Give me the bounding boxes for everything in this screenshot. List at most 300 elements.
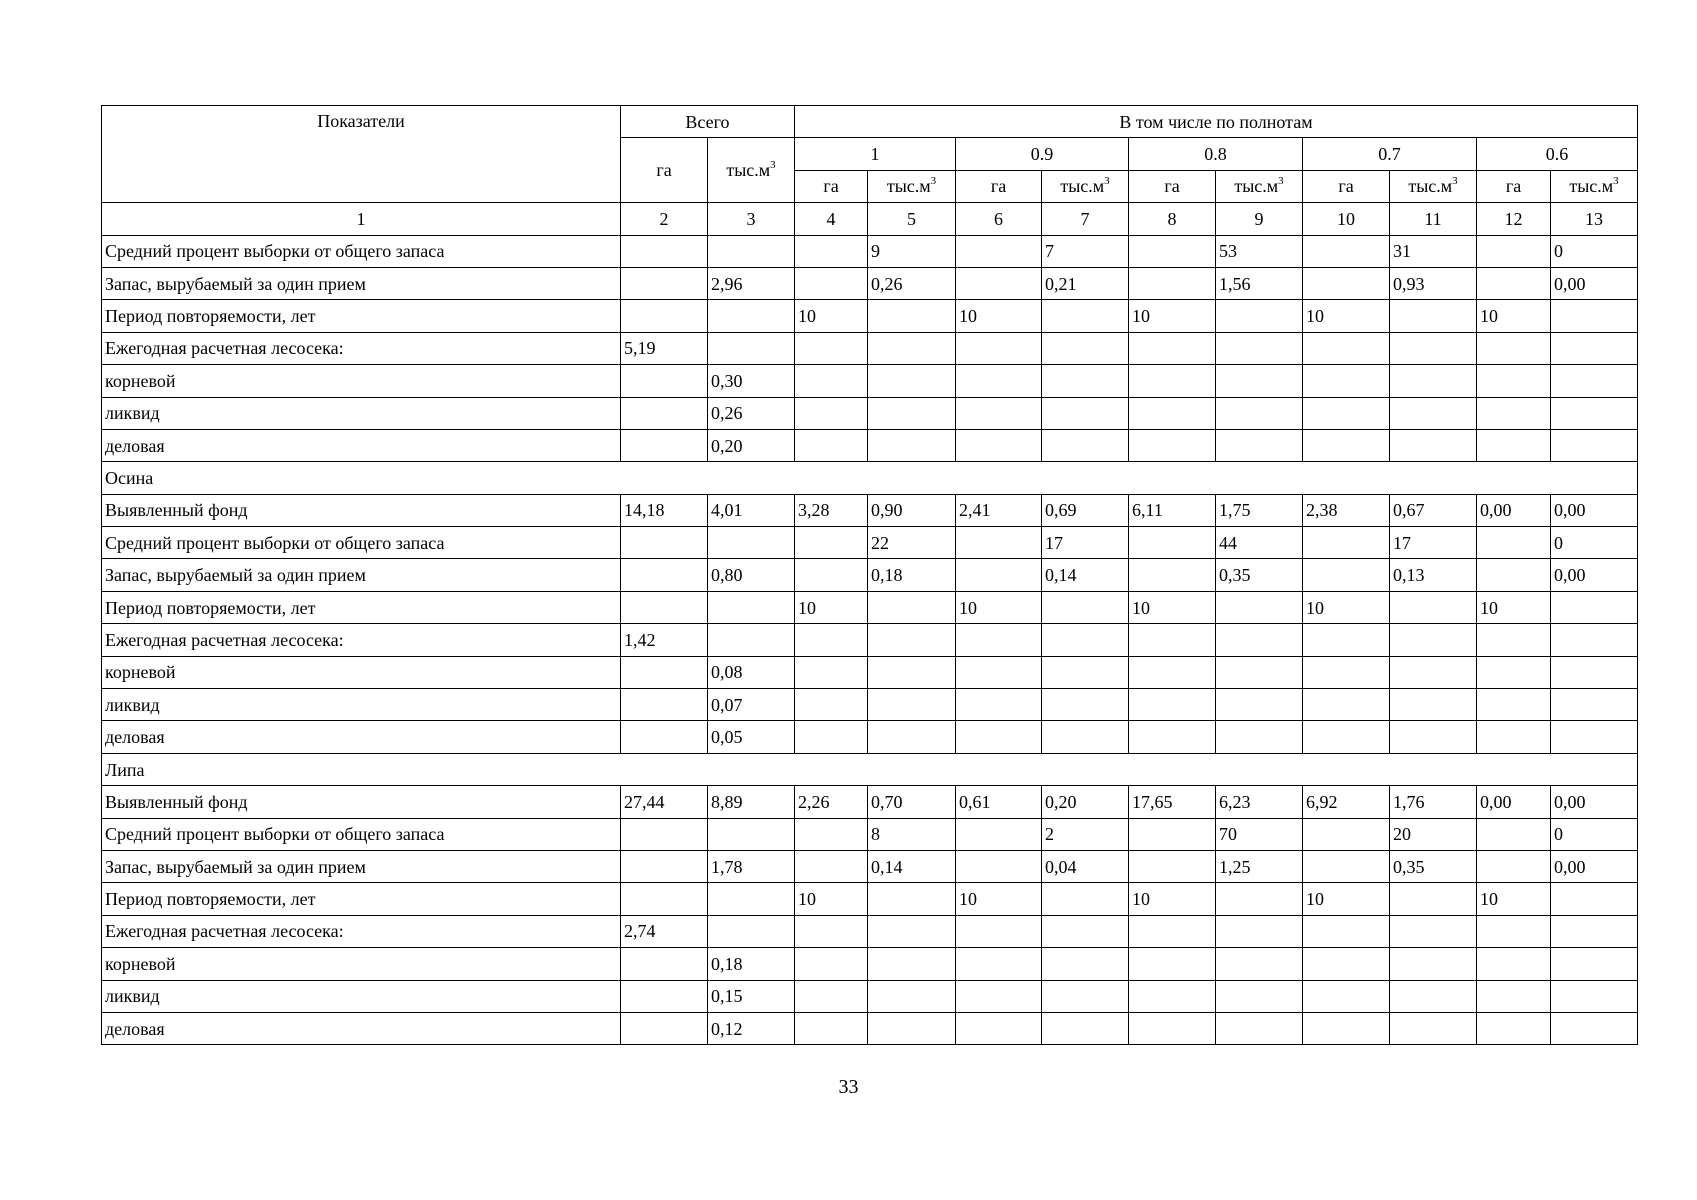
table-cell: [956, 397, 1042, 429]
table-cell: [956, 332, 1042, 364]
table-cell: 2,26: [795, 786, 868, 818]
table-cell: [621, 1012, 708, 1044]
table-cell: [868, 300, 956, 332]
table-row: [102, 527, 1638, 559]
table-cell: [1477, 689, 1551, 721]
table-cell: 5,19: [621, 332, 708, 364]
table-cell: [795, 915, 868, 947]
table-cell: 0,18: [868, 559, 956, 591]
table-cell: [708, 883, 795, 915]
column-number: 10: [1303, 203, 1390, 235]
table-cell: 10: [956, 591, 1042, 623]
table-row: [102, 980, 1638, 1012]
table-row: [102, 1012, 1638, 1044]
table-cell: [1129, 624, 1216, 656]
table-cell: 0,00: [1551, 559, 1638, 591]
table-cell: 2,38: [1303, 494, 1390, 526]
table-cell: [1551, 365, 1638, 397]
table-cell: [1129, 235, 1216, 267]
table-cell: [868, 1012, 956, 1044]
column-number: 7: [1042, 203, 1129, 235]
table-cell: [795, 689, 868, 721]
table-cell: [956, 624, 1042, 656]
table-cell: [868, 721, 956, 753]
table-cell: [956, 850, 1042, 882]
table-cell: 27,44: [621, 786, 708, 818]
table-cell: [795, 1012, 868, 1044]
header-unit-volume: $тыс.м^3$: [1390, 170, 1477, 202]
table-cell: [1042, 721, 1129, 753]
table-cell: [621, 429, 708, 461]
table-cell: [868, 948, 956, 980]
table-cell: 17: [1390, 527, 1477, 559]
table-cell: 8: [868, 818, 956, 850]
table-cell: [1551, 300, 1638, 332]
table-cell: [1477, 235, 1551, 267]
table-cell: [1303, 689, 1390, 721]
table-cell: [621, 689, 708, 721]
table-cell: [1390, 397, 1477, 429]
table-cell: [1129, 721, 1216, 753]
table-cell: 2: [1042, 818, 1129, 850]
table-row: [102, 656, 1638, 688]
table-cell: [1477, 818, 1551, 850]
table-cell: 0,90: [868, 494, 956, 526]
table-cell: [1042, 365, 1129, 397]
header-unit-volume: $тыс.м^3$: [868, 170, 956, 202]
table-cell: 0,18: [708, 948, 795, 980]
table-cell: [956, 365, 1042, 397]
table-cell: 44: [1216, 527, 1303, 559]
table-cell: 0,07: [708, 689, 795, 721]
table-cell: 1,78: [708, 850, 795, 882]
table-cell: 10: [795, 300, 868, 332]
table-cell: [1129, 850, 1216, 882]
table-cell: [621, 397, 708, 429]
row-label: Период повторяемости, лет: [102, 300, 621, 332]
table-row: [102, 267, 1638, 299]
table-cell: [1390, 1012, 1477, 1044]
table-cell: 10: [1303, 883, 1390, 915]
table-cell: 3,28: [795, 494, 868, 526]
table-cell: [795, 235, 868, 267]
table-cell: 0,70: [868, 786, 956, 818]
column-number: 4: [795, 203, 868, 235]
table-cell: 6,11: [1129, 494, 1216, 526]
table-cell: [621, 818, 708, 850]
table-cell: 1,56: [1216, 267, 1303, 299]
section-row: [102, 753, 1638, 785]
table-cell: [1303, 980, 1390, 1012]
table-cell: 10: [1129, 883, 1216, 915]
table-row: [102, 786, 1638, 818]
table-cell: [1477, 267, 1551, 299]
table-cell: [795, 980, 868, 1012]
table-cell: [1129, 948, 1216, 980]
table-cell: [1390, 429, 1477, 461]
table-cell: [621, 267, 708, 299]
table-cell: 4,01: [708, 494, 795, 526]
table-cell: 0,35: [1390, 850, 1477, 882]
row-label: корневой: [102, 948, 621, 980]
table-cell: [1477, 721, 1551, 753]
table-header: [102, 106, 1638, 236]
table-cell: [1477, 980, 1551, 1012]
table-cell: 0: [1551, 818, 1638, 850]
table-cell: 0,26: [708, 397, 795, 429]
row-label: Ежегодная расчетная лесосека:: [102, 915, 621, 947]
table-cell: [1390, 883, 1477, 915]
table-cell: [708, 624, 795, 656]
table-cell: [1390, 332, 1477, 364]
table-cell: [1129, 818, 1216, 850]
row-label: Запас, вырубаемый за один прием: [102, 267, 621, 299]
table-cell: [1216, 624, 1303, 656]
header-by-density: В том числе по полнотам: [795, 106, 1638, 138]
table-cell: [1129, 980, 1216, 1012]
column-number: 13: [1551, 203, 1638, 235]
header-unit-ha: га: [956, 170, 1042, 202]
header-density-0.6: 0.6: [1477, 138, 1638, 170]
column-number: 12: [1477, 203, 1551, 235]
table-body: [102, 235, 1638, 1045]
table-cell: 0,13: [1390, 559, 1477, 591]
table-cell: [1477, 429, 1551, 461]
table-cell: 6,92: [1303, 786, 1390, 818]
table-cell: 10: [795, 591, 868, 623]
table-cell: [1129, 365, 1216, 397]
section-row: [102, 462, 1638, 494]
row-label: ликвид: [102, 689, 621, 721]
table-cell: [1129, 915, 1216, 947]
table-cell: [956, 429, 1042, 461]
table-cell: 2,74: [621, 915, 708, 947]
table-cell: 0,00: [1551, 494, 1638, 526]
table-cell: 0,21: [1042, 267, 1129, 299]
header-unit-volume: $тыс.м^3$: [1042, 170, 1129, 202]
table-cell: 0,00: [1477, 786, 1551, 818]
table-cell: [1129, 429, 1216, 461]
row-label: Средний процент выборки от общего запаса: [102, 235, 621, 267]
table-cell: [1303, 948, 1390, 980]
table-cell: [1390, 915, 1477, 947]
table-cell: 8,89: [708, 786, 795, 818]
table-cell: [1390, 624, 1477, 656]
table-cell: [621, 721, 708, 753]
table-cell: [1303, 235, 1390, 267]
table-cell: [795, 624, 868, 656]
table-cell: 10: [1477, 883, 1551, 915]
table-cell: [1042, 397, 1129, 429]
table-cell: [1390, 689, 1477, 721]
table-cell: 0,61: [956, 786, 1042, 818]
table-cell: [621, 656, 708, 688]
table-cell: [621, 527, 708, 559]
column-number: 6: [956, 203, 1042, 235]
table-cell: 6,23: [1216, 786, 1303, 818]
table-cell: [1216, 332, 1303, 364]
column-number: 11: [1390, 203, 1477, 235]
table-cell: 2,41: [956, 494, 1042, 526]
table-cell: [1551, 1012, 1638, 1044]
table-cell: [708, 591, 795, 623]
table-cell: [1216, 980, 1303, 1012]
page-number: 33: [838, 1076, 859, 1098]
table-row: [102, 689, 1638, 721]
table-cell: 0,12: [708, 1012, 795, 1044]
table-cell: [621, 980, 708, 1012]
table-cell: [956, 527, 1042, 559]
table-cell: [1042, 689, 1129, 721]
table-cell: [1042, 332, 1129, 364]
table-cell: [956, 915, 1042, 947]
table-cell: [1477, 1012, 1551, 1044]
table-cell: 10: [1129, 591, 1216, 623]
table-cell: [1303, 267, 1390, 299]
table-cell: [1042, 915, 1129, 947]
table-cell: 2,96: [708, 267, 795, 299]
table-cell: [1042, 980, 1129, 1012]
header-unit-ha: га: [1477, 170, 1551, 202]
header-total-volume: $тыс.м^3$: [708, 138, 795, 203]
table-cell: [1129, 332, 1216, 364]
forest-table: [101, 105, 1638, 1045]
table-cell: [1303, 365, 1390, 397]
table-cell: 10: [1303, 591, 1390, 623]
table-cell: [1477, 397, 1551, 429]
table-cell: [1216, 948, 1303, 980]
table-cell: [1551, 429, 1638, 461]
table-cell: [1477, 527, 1551, 559]
table-cell: 10: [1129, 300, 1216, 332]
table-cell: 10: [1303, 300, 1390, 332]
table-cell: [795, 527, 868, 559]
row-label: деловая: [102, 1012, 621, 1044]
header-unit-ha: га: [1129, 170, 1216, 202]
table-cell: [1303, 818, 1390, 850]
row-label: Ежегодная расчетная лесосека:: [102, 624, 621, 656]
table-cell: [795, 818, 868, 850]
table-cell: [956, 948, 1042, 980]
table-cell: 0,05: [708, 721, 795, 753]
table-cell: [1551, 721, 1638, 753]
table-cell: [868, 980, 956, 1012]
table-cell: [868, 397, 956, 429]
table-cell: 0,00: [1551, 786, 1638, 818]
table-row: [102, 721, 1638, 753]
table-cell: [1303, 1012, 1390, 1044]
table-cell: [1216, 689, 1303, 721]
table-cell: [956, 559, 1042, 591]
table-cell: [1551, 883, 1638, 915]
table-cell: [1477, 850, 1551, 882]
table-cell: [1551, 624, 1638, 656]
table-row: [102, 365, 1638, 397]
table-cell: 10: [956, 300, 1042, 332]
table-row: [102, 494, 1638, 526]
table-cell: [795, 559, 868, 591]
table-cell: 22: [868, 527, 956, 559]
table-cell: [1216, 915, 1303, 947]
row-label: Ежегодная расчетная лесосека:: [102, 332, 621, 364]
table-cell: [1477, 365, 1551, 397]
table-cell: 10: [956, 883, 1042, 915]
table-cell: [1390, 365, 1477, 397]
table-cell: [1551, 397, 1638, 429]
table-cell: 10: [1477, 591, 1551, 623]
section-label: Липа: [102, 753, 1638, 785]
table-row: [102, 332, 1638, 364]
section-label: Осина: [102, 462, 1638, 494]
table-cell: [1390, 980, 1477, 1012]
header-density-0.9: 0.9: [956, 138, 1129, 170]
table-cell: [1390, 300, 1477, 332]
table-cell: 1,75: [1216, 494, 1303, 526]
table-cell: [1390, 656, 1477, 688]
table-row: [102, 300, 1638, 332]
table-cell: [1303, 332, 1390, 364]
table-cell: 0,14: [868, 850, 956, 882]
header-unit-volume: $тыс.м^3$: [1216, 170, 1303, 202]
table-cell: [868, 883, 956, 915]
table-cell: 0,26: [868, 267, 956, 299]
table-cell: [1216, 1012, 1303, 1044]
table-cell: [956, 656, 1042, 688]
table-row: [102, 818, 1638, 850]
table-cell: 0: [1551, 235, 1638, 267]
table-cell: [795, 656, 868, 688]
table-cell: [795, 429, 868, 461]
table-cell: 1,42: [621, 624, 708, 656]
row-label: Период повторяемости, лет: [102, 591, 621, 623]
table-cell: [956, 721, 1042, 753]
row-label: корневой: [102, 365, 621, 397]
forest-table-sheet: [101, 105, 1638, 1045]
table-cell: [1216, 365, 1303, 397]
table-cell: [1129, 656, 1216, 688]
table-cell: [1551, 656, 1638, 688]
table-cell: [1551, 689, 1638, 721]
table-cell: [956, 818, 1042, 850]
column-number: 2: [621, 203, 708, 235]
table-cell: [1042, 1012, 1129, 1044]
table-cell: [956, 1012, 1042, 1044]
table-cell: 10: [795, 883, 868, 915]
table-row: [102, 429, 1638, 461]
header-total-ha: га: [621, 138, 708, 203]
table-cell: 1,76: [1390, 786, 1477, 818]
table-cell: [1129, 1012, 1216, 1044]
table-cell: [868, 656, 956, 688]
row-label: Выявленный фонд: [102, 494, 621, 526]
row-label: корневой: [102, 656, 621, 688]
table-cell: [1042, 656, 1129, 688]
table-cell: [868, 591, 956, 623]
table-cell: 0,14: [1042, 559, 1129, 591]
column-number: 8: [1129, 203, 1216, 235]
table-cell: 0,00: [1477, 494, 1551, 526]
table-cell: [1042, 883, 1129, 915]
table-cell: [1390, 591, 1477, 623]
table-cell: 0,08: [708, 656, 795, 688]
table-cell: [1042, 429, 1129, 461]
table-cell: 0,00: [1551, 267, 1638, 299]
table-cell: [868, 429, 956, 461]
row-label: деловая: [102, 721, 621, 753]
table-cell: [621, 300, 708, 332]
table-cell: [1303, 656, 1390, 688]
row-label: Выявленный фонд: [102, 786, 621, 818]
table-cell: 0,20: [708, 429, 795, 461]
table-cell: [868, 332, 956, 364]
column-number: 5: [868, 203, 956, 235]
row-label: Средний процент выборки от общего запаса: [102, 527, 621, 559]
table-row: [102, 397, 1638, 429]
table-cell: [1477, 332, 1551, 364]
table-cell: [1551, 332, 1638, 364]
table-cell: [1129, 397, 1216, 429]
table-cell: [795, 365, 868, 397]
table-cell: [1216, 429, 1303, 461]
header-density-0.7: 0.7: [1303, 138, 1477, 170]
header-unit-ha: га: [795, 170, 868, 202]
row-label: ликвид: [102, 980, 621, 1012]
column-number: 1: [102, 203, 621, 235]
header-density-0.8: 0.8: [1129, 138, 1303, 170]
table-cell: [1477, 915, 1551, 947]
table-cell: 10: [1477, 300, 1551, 332]
table-cell: 9: [868, 235, 956, 267]
table-cell: [1216, 721, 1303, 753]
column-number: 9: [1216, 203, 1303, 235]
table-cell: [1551, 591, 1638, 623]
table-cell: [956, 267, 1042, 299]
table-cell: [1042, 300, 1129, 332]
table-cell: 0,93: [1390, 267, 1477, 299]
table-cell: [1303, 850, 1390, 882]
table-cell: 31: [1390, 235, 1477, 267]
table-cell: [868, 365, 956, 397]
row-label: Запас, вырубаемый за один прием: [102, 559, 621, 591]
row-label: Период повторяемости, лет: [102, 883, 621, 915]
table-row: [102, 948, 1638, 980]
table-cell: [795, 397, 868, 429]
table-row: [102, 624, 1638, 656]
table-cell: [1216, 883, 1303, 915]
table-cell: [1303, 721, 1390, 753]
table-cell: [1477, 559, 1551, 591]
column-number: 3: [708, 203, 795, 235]
table-cell: [1129, 267, 1216, 299]
header-total: Всего: [621, 106, 795, 138]
header-column-numbers: [102, 203, 1638, 235]
header-density-1: 1: [795, 138, 956, 170]
table-cell: [795, 850, 868, 882]
table-cell: [621, 235, 708, 267]
table-cell: 0,80: [708, 559, 795, 591]
table-cell: [1303, 559, 1390, 591]
table-row: [102, 915, 1638, 947]
table-row: [102, 883, 1638, 915]
table-cell: [1551, 980, 1638, 1012]
table-cell: [956, 980, 1042, 1012]
table-cell: [1216, 300, 1303, 332]
table-cell: [621, 559, 708, 591]
table-cell: [621, 850, 708, 882]
table-cell: [1303, 915, 1390, 947]
table-cell: [1303, 624, 1390, 656]
table-cell: 0: [1551, 527, 1638, 559]
